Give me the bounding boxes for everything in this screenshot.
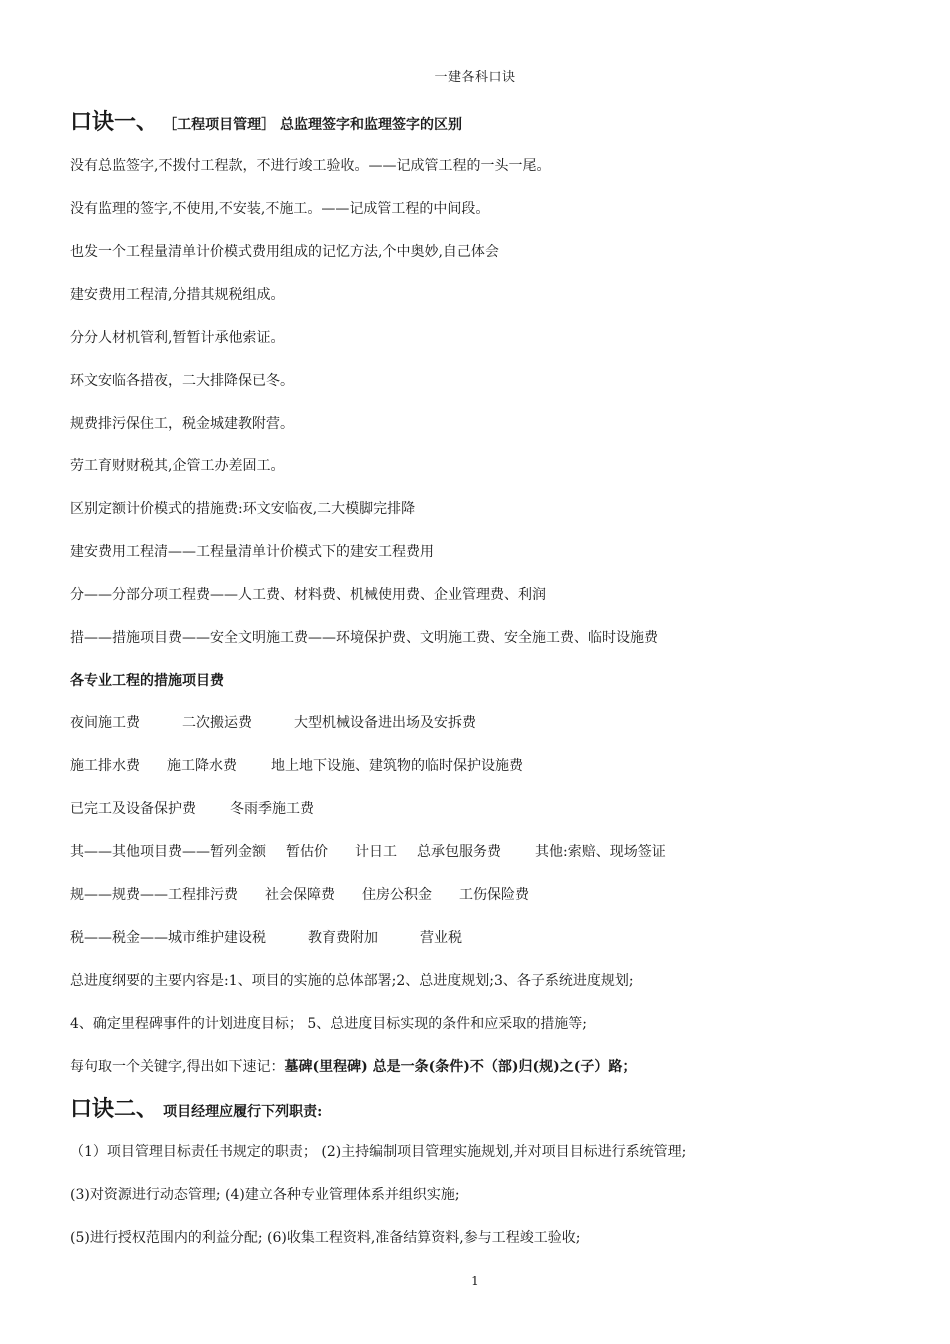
list-item: 税——税金——城市维护建设税 [70, 930, 266, 946]
list-item: 住房公积金 [362, 887, 432, 903]
list-item: 地上地下设施、建筑物的临时保护设施费 [271, 758, 523, 774]
text-line: 环文安临各措夜，二大排降保已冬。 [70, 373, 294, 389]
page-number: 1 [471, 1274, 479, 1288]
text-line [70, 929, 462, 947]
list-item: 暂估价 [286, 844, 328, 860]
text-line [70, 757, 523, 775]
text-line [70, 714, 476, 732]
text-line: 分——分部分项工程费——人工费、材料费、机械使用费、企业管理费、利润 [70, 587, 546, 603]
text-line [70, 843, 666, 861]
section-heading-2-title: 项目经理应履行下列职责: [163, 1104, 323, 1120]
mnemonic-phrase: 墓碑(里程碑) 总是一条(条件)不（部)归(规)之(子）路； [284, 1059, 637, 1075]
text-line [70, 886, 529, 904]
page-header: 一建各科口诀 [434, 70, 516, 85]
list-item: 夜间施工费 [70, 715, 140, 731]
text-segment: 每句取一个关键字,得出如下速记： [70, 1059, 285, 1075]
section-heading-1 [70, 110, 462, 137]
text-line: 总进度纲要的主要内容是:1、项目的实施的总体部署;2、总进度规划;3、各子系统进度规划; [70, 973, 634, 989]
list-item: 其他:索赔、现场签证 [535, 844, 666, 860]
list-item: 教育费附加 [308, 930, 378, 946]
text-line: 区别定额计价模式的措施费:环文安临夜,二大模脚完排降 [70, 501, 416, 517]
list-item: 总承包服务费 [417, 844, 501, 860]
text-line: 没有总监签字,不拨付工程款，不进行竣工验收。——记成管工程的一头一尾。 [70, 158, 551, 174]
text-line [70, 1058, 636, 1076]
text-line: 4、确定里程碑事件的计划进度目标； 5、总进度目标实现的条件和应采取的措施等; [70, 1016, 587, 1032]
text-line: 没有监理的签字,不使用,不安装,不施工。——记成管工程的中间段。 [70, 201, 490, 217]
text-line: 措——措施项目费——安全文明施工费——环境保护费、文明施工费、安全施工费、临时设施费 [70, 630, 658, 646]
section-heading-2 [70, 1097, 322, 1124]
list-item: 已完工及设备保护费 [70, 801, 196, 817]
text-line: 规费排污保住工，税金城建教附营。 [70, 416, 294, 432]
list-item: 大型机械设备进出场及安拆费 [294, 715, 476, 731]
section-heading-2-number: 口诀二、 [70, 1096, 159, 1122]
list-item: 其——其他项目费——暂列金额 [70, 844, 266, 860]
text-line: 建安费用工程清,分措其规税组成。 [70, 287, 285, 303]
subheading: 各专业工程的措施项目费 [70, 673, 224, 689]
text-line: (5)进行授权范围内的利益分配; (6)收集工程资料,准备结算资料,参与工程竣工验收; [70, 1230, 581, 1246]
text-line: （1）项目管理目标责任书规定的职责； (2)主持编制项目管理实施规划,并对项目目标进行系统管理; [70, 1144, 687, 1160]
list-item: 计日工 [355, 844, 397, 860]
list-item: 社会保障费 [265, 887, 335, 903]
list-item: 工伤保险费 [459, 887, 529, 903]
section-heading-1-title: ［工程项目管理］ 总监理签字和监理签字的区别 [163, 117, 462, 133]
list-item: 施工排水费 [70, 758, 140, 774]
text-line: 劳工育财财税其,企管工办差固工。 [70, 458, 285, 474]
text-line: (3)对资源进行动态管理; (4)建立各种专业管理体系并组织实施; [70, 1187, 460, 1203]
list-item: 二次搬运费 [182, 715, 252, 731]
list-item: 施工降水费 [167, 758, 237, 774]
list-item: 营业税 [420, 930, 462, 946]
list-item: 冬雨季施工费 [230, 801, 314, 817]
text-line [70, 800, 314, 818]
text-line: 也发一个工程量清单计价模式费用组成的记忆方法,个中奥妙,自己体会 [70, 244, 499, 260]
text-line: 分分人材机管利,暂暂计承他索证。 [70, 330, 285, 346]
section-heading-1-number: 口诀一、 [70, 109, 159, 135]
text-line: 建安费用工程清——工程量清单计价模式下的建安工程费用 [70, 544, 434, 560]
list-item: 规——规费——工程排污费 [70, 887, 238, 903]
